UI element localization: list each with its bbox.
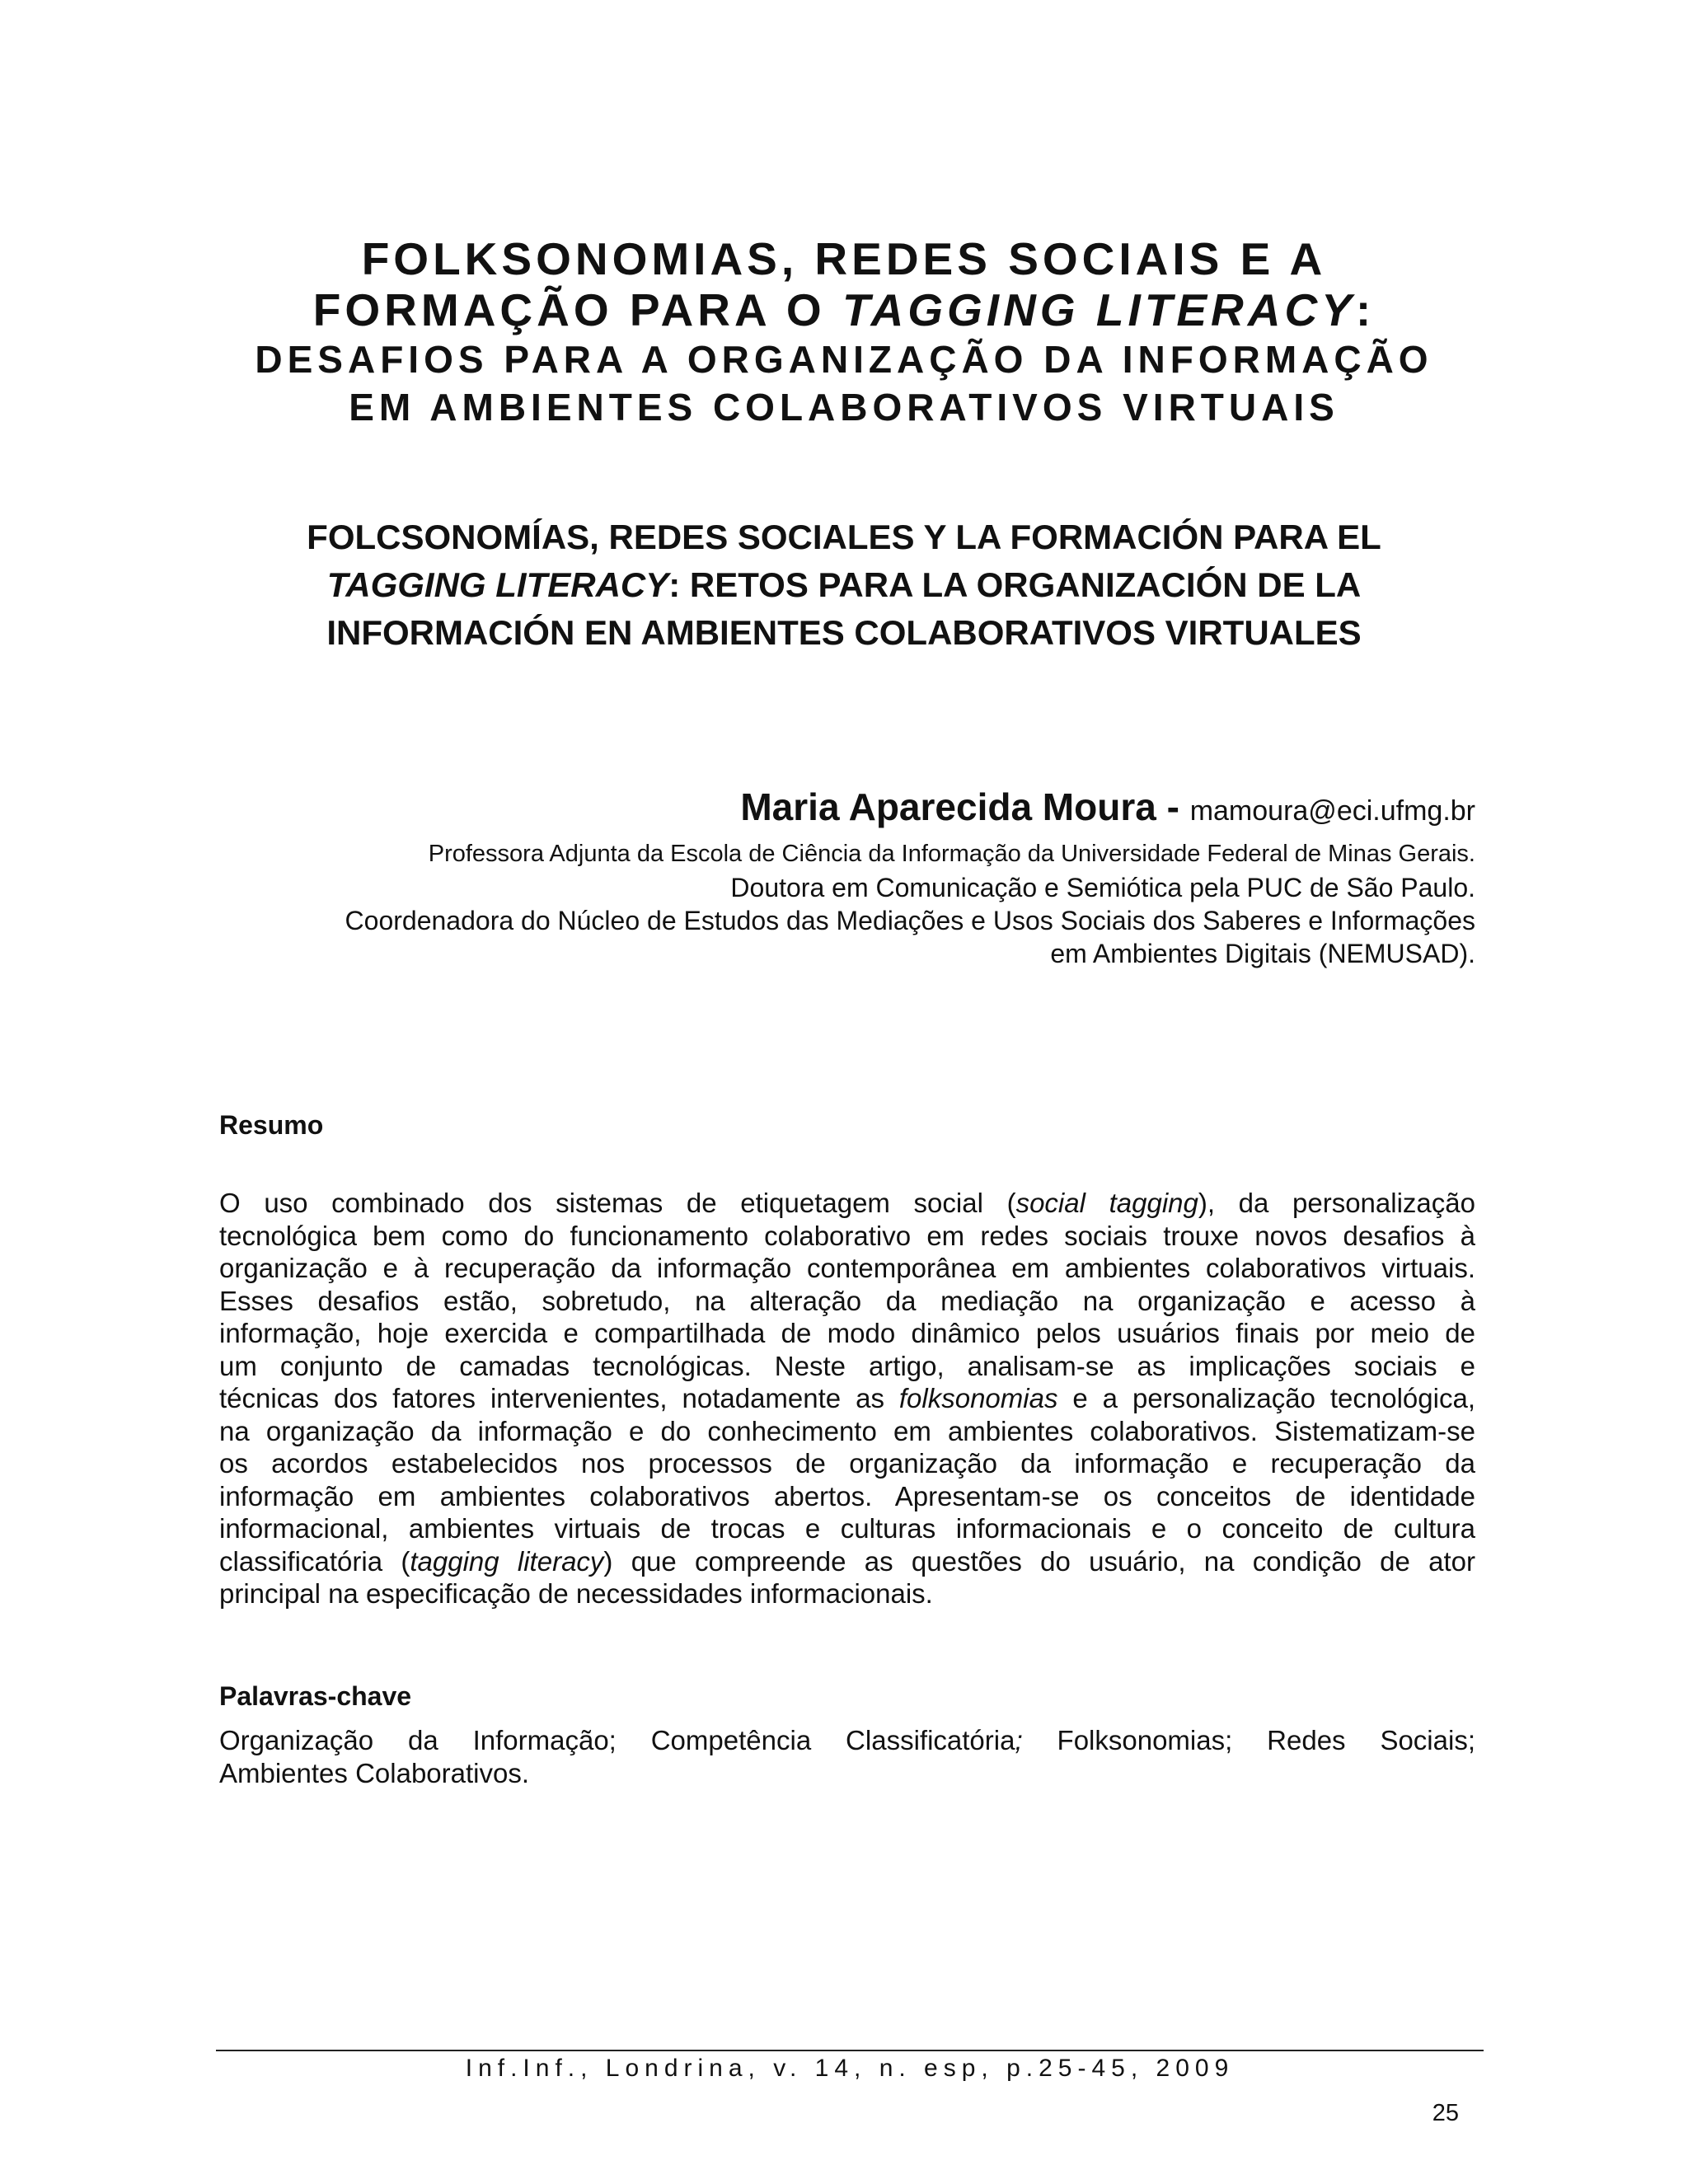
title-pt-line-4: EM AMBIENTES COLABORATIVOS VIRTUAIS	[349, 386, 1339, 429]
abstract-line-12-a: classificatória (	[219, 1545, 410, 1577]
abstract-line-7	[219, 1382, 1475, 1415]
abstract-folksonomias: folksonomias	[898, 1383, 1058, 1413]
abstract-line-12	[219, 1545, 1475, 1578]
abstract-line-3: organização e à recuperação da informação contemporânea em ambientes colaborativos virtuais.	[219, 1253, 1475, 1283]
footer-citation: Inf.Inf., Londrina, v. 14, n. esp, p.25-45, 2009	[465, 2055, 1235, 2082]
abstract-heading: Resumo	[219, 1110, 324, 1140]
abstract-line-9: os acordos estabelecidos nos processos de organização da informação e recuperação da	[219, 1448, 1475, 1479]
abstract-line-6: um conjunto de camadas tecnológicas. Neste artigo, analisam-se as implicações sociais e	[219, 1350, 1475, 1381]
author-line	[165, 781, 1475, 837]
title-pt-line-2-prefix: FORMAÇÃO PARA O	[312, 284, 842, 335]
affiliation-2: Doutora em Comunicação e Semiótica pela PUC de São Paulo.	[730, 873, 1475, 902]
abstract-heading-wrap	[219, 1108, 1475, 1141]
abstract-line-10: informação em ambientes colaborativos abertos. Apresentam-se os conceitos de identidade	[219, 1480, 1475, 1511]
author-block	[165, 781, 1475, 970]
abstract-line-8: na organização da informação e do conhecimento em ambientes colaborativos. Sistematizam-se	[219, 1415, 1475, 1446]
keywords-heading: Palavras-chave	[219, 1681, 412, 1711]
keywords-italic-semicolon: ;	[1015, 1725, 1023, 1755]
keywords-text	[219, 1724, 1475, 1789]
abstract-line-2: tecnológica bem como do funcionamento colaborativo em redes sociais trouxe novos desafios à	[219, 1220, 1475, 1251]
title-portuguese	[132, 233, 1556, 431]
abstract-line-13: principal na especificação de necessidades informacionais.	[219, 1578, 933, 1609]
abstract-line-11: informacional, ambientes virtuais de trocas e culturas informacionais e o conceito de cultura	[219, 1513, 1475, 1544]
abstract-tagging-literacy: tagging literacy	[410, 1545, 604, 1577]
affiliation-3: Coordenadora do Núcleo de Estudos das Mediações e Usos Sociais dos Saberes e Informações	[345, 906, 1475, 935]
abstract-line-7-a: técnicas dos fatores intervenientes, notadamente as	[219, 1383, 899, 1413]
title-pt-tagging-literacy: TAGGING LITERACY	[842, 284, 1356, 335]
title-pt-line-3: DESAFIOS PARA A ORGANIZAÇÃO DA INFORMAÇÃO	[255, 338, 1433, 381]
title-es-tagging-literacy: TAGGING LITERACY	[326, 565, 669, 604]
abstract-line-1-a: O uso combinado dos sistemas de etiquetagem social (	[219, 1188, 1016, 1218]
affiliation-1: Professora Adjunta da Escola de Ciência da Informação da Universidade Federal de Minas Gerais.	[428, 841, 1475, 867]
keywords-line-1	[219, 1724, 1475, 1757]
abstract-line-4: Esses desafios estão, sobretudo, na alteração da mediação na organização e acesso à	[219, 1285, 1475, 1316]
footer-rule	[216, 2050, 1484, 2051]
title-es-line-3: INFORMACIÓN EN AMBIENTES COLABORATIVOS VIRTUALES	[326, 613, 1362, 652]
abstract-line-7-b: e a personalização tecnológica,	[1057, 1383, 1475, 1413]
title-spanish	[132, 513, 1556, 657]
abstract-line-1	[219, 1187, 1475, 1220]
abstract-social-tagging: social tagging	[1015, 1188, 1198, 1218]
abstract-line-5: informação, hoje exercida e compartilhada de modo dinâmico pelos usuários finais por meio de	[219, 1318, 1475, 1348]
abstract-text	[219, 1187, 1475, 1610]
author-separator: -	[1156, 785, 1190, 828]
title-es-line-1: FOLCSONOMÍAS, REDES SOCIALES Y LA FORMACIÓN PARA EL	[307, 518, 1381, 556]
title-es-line-2	[132, 561, 1556, 609]
keywords-line-1-b: Folksonomias; Redes Sociais;	[1022, 1725, 1475, 1755]
keywords-heading-wrap	[219, 1680, 1475, 1713]
keywords-line-2: Ambientes Colaborativos.	[219, 1757, 530, 1788]
abstract-line-1-b: ), da personalização	[1198, 1188, 1475, 1218]
abstract-line-12-b: ) que compreende as questões do usuário, na condição de ator	[603, 1545, 1475, 1577]
keywords-line-1-a: Organização da Informação; Competência Classificatória	[219, 1725, 1015, 1755]
affiliation-4: em Ambientes Digitais (NEMUSAD).	[1050, 939, 1475, 968]
author-name: Maria Aparecida Moura	[740, 785, 1156, 828]
title-es-line-2-suffix: : RETOS PARA LA ORGANIZACIÓN DE LA	[668, 565, 1362, 604]
title-pt-line-2-suffix: :	[1355, 284, 1376, 335]
page-number: 25	[1432, 2100, 1459, 2126]
title-pt-line-1: FOLKSONOMIAS, REDES SOCIAIS E A	[361, 233, 1327, 284]
title-pt-line-2	[132, 284, 1556, 335]
author-email: mamoura@eci.ufmg.br	[1189, 795, 1475, 827]
